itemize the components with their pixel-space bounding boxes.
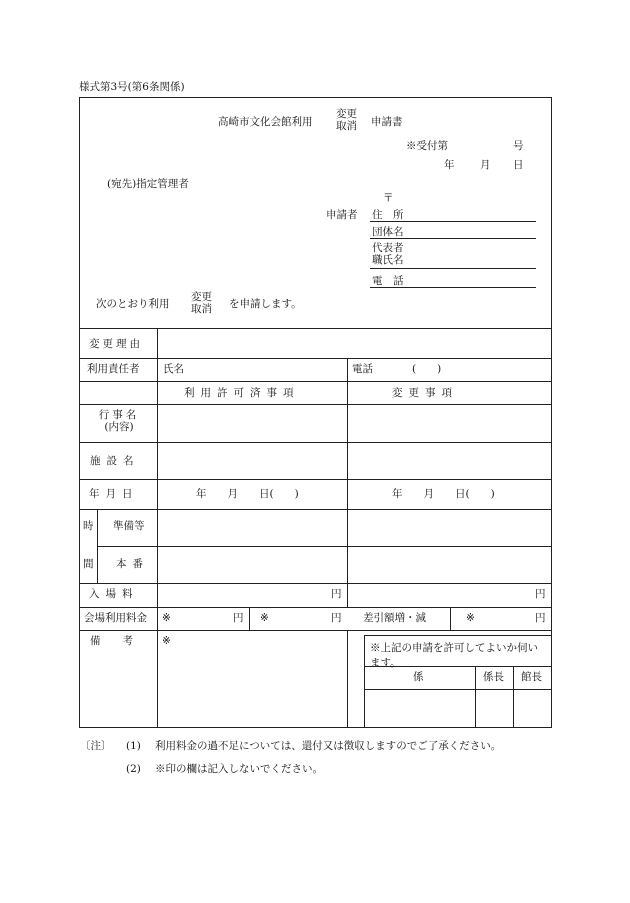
request-option-change: 変更 bbox=[191, 291, 212, 303]
admission-label: 入場料 bbox=[89, 588, 139, 600]
form-number: 様式第3号(第6条関係) bbox=[79, 81, 185, 93]
approval-line bbox=[364, 689, 552, 690]
row-line bbox=[79, 607, 552, 608]
receipt-day: 日 bbox=[513, 159, 524, 171]
request-options bbox=[191, 292, 212, 315]
permitted-date-value: 年 月 日( ) bbox=[196, 488, 299, 500]
row-line bbox=[97, 546, 552, 547]
row-line bbox=[79, 358, 552, 359]
phone-underline bbox=[370, 287, 536, 288]
changed-items-header: 変更事項 bbox=[392, 387, 458, 399]
title-options bbox=[336, 109, 357, 132]
title-option-change: 変更 bbox=[336, 108, 357, 120]
rep-underline bbox=[370, 268, 536, 269]
note-1-number: (1) bbox=[126, 740, 141, 752]
time-column-line bbox=[97, 509, 98, 583]
main-performance-label: 本番 bbox=[116, 558, 149, 570]
preparation-label: 準備等 bbox=[113, 520, 145, 532]
approval-col-director: 館長 bbox=[521, 671, 542, 683]
postal-mark: 〒 bbox=[383, 192, 394, 204]
row-line bbox=[79, 404, 552, 405]
addressee: (宛先)指定管理者 bbox=[107, 178, 189, 190]
event-name-line2: (内容) bbox=[104, 420, 134, 433]
admission-permitted-yen: 円 bbox=[331, 588, 342, 600]
middle-column-line bbox=[347, 358, 348, 607]
title-prefix: 高崎市文化会館利用 bbox=[218, 116, 313, 128]
row-line bbox=[79, 509, 552, 510]
note-2-number: (2) bbox=[126, 763, 141, 775]
receipt-label: ※受付第 bbox=[406, 140, 448, 152]
responsible-name-label: 氏名 bbox=[163, 363, 184, 375]
admission-changed-yen: 円 bbox=[535, 588, 546, 600]
remarks-right-line bbox=[347, 630, 348, 728]
request-prefix: 次のとおり利用 bbox=[96, 298, 170, 310]
receipt-unit: 号 bbox=[513, 140, 524, 152]
venue-fee-yen-2: 円 bbox=[331, 612, 342, 624]
receipt-year: 年 bbox=[444, 159, 455, 171]
title-suffix: 申請書 bbox=[371, 116, 403, 128]
venue-fee-yen: 円 bbox=[233, 612, 244, 624]
fee-divider-line bbox=[450, 607, 451, 630]
fee-divider-line bbox=[249, 607, 250, 630]
venue-fee-label: 会場利用料金 bbox=[84, 612, 147, 624]
venue-fee-mark-2: ※ bbox=[260, 612, 269, 624]
difference-label: 差引額増・減 bbox=[363, 612, 426, 624]
org-underline bbox=[370, 238, 536, 239]
difference-yen: 円 bbox=[535, 612, 546, 624]
event-name-label bbox=[88, 410, 150, 433]
change-reason-label: 変更理由 bbox=[89, 338, 143, 350]
receipt-month: 月 bbox=[480, 159, 491, 171]
note-1-text: 利用料金の過不足については、還付又は徴収しますのでご了承ください。 bbox=[155, 740, 502, 752]
responsible-label: 利用責任者 bbox=[87, 363, 140, 375]
request-option-cancel: 取消 bbox=[191, 302, 212, 315]
responsible-phone-label: 電話 bbox=[352, 363, 373, 375]
approval-col-chief: 係長 bbox=[483, 671, 504, 683]
changed-date-value: 年 月 日( ) bbox=[392, 488, 495, 500]
time-label-top: 時 bbox=[83, 520, 94, 532]
title-option-cancel: 取消 bbox=[336, 119, 357, 132]
remarks-mark: ※ bbox=[162, 635, 171, 647]
row-line bbox=[79, 583, 552, 584]
difference-mark: ※ bbox=[466, 612, 475, 624]
responsible-phone-paren: ( ) bbox=[412, 363, 442, 375]
row-line bbox=[79, 381, 552, 382]
label-column-line bbox=[157, 328, 158, 728]
venue-fee-mark: ※ bbox=[162, 612, 171, 624]
applicant-address-label: 住 所 bbox=[372, 209, 404, 221]
change-reason-field[interactable] bbox=[158, 329, 551, 358]
date-label: 年月日 bbox=[89, 488, 139, 500]
applicant-phone-label: 電 話 bbox=[372, 275, 404, 287]
note-2-text: ※印の欄は記入しないでください。 bbox=[155, 763, 323, 775]
approval-col-line bbox=[475, 666, 476, 728]
applicant-label: 申請者 bbox=[326, 209, 358, 221]
notes-label: 〔注〕 bbox=[80, 740, 112, 752]
facility-label: 施設名 bbox=[90, 455, 140, 467]
applicant-representative bbox=[372, 243, 404, 266]
applicant-org-label: 団体名 bbox=[372, 226, 404, 238]
applicant-rep-line2: 職氏名 bbox=[372, 253, 404, 266]
approval-col-line bbox=[513, 666, 514, 728]
permitted-items-header: 利用許可済事項 bbox=[184, 387, 300, 399]
approval-question: ※上記の申請を許可してよいか伺います。 bbox=[370, 642, 538, 669]
row-line bbox=[79, 630, 552, 631]
row-line bbox=[79, 479, 552, 480]
address-underline bbox=[370, 221, 536, 222]
remarks-label: 備考 bbox=[90, 635, 155, 647]
approval-line bbox=[364, 666, 552, 667]
event-name-line1: 行事名 bbox=[98, 409, 140, 421]
request-suffix: を申請します。 bbox=[229, 298, 302, 310]
applicant-rep-line1: 代表者 bbox=[372, 242, 404, 254]
approval-col-staff: 係 bbox=[413, 671, 424, 683]
time-label-bottom: 間 bbox=[83, 558, 94, 570]
row-line bbox=[79, 442, 552, 443]
